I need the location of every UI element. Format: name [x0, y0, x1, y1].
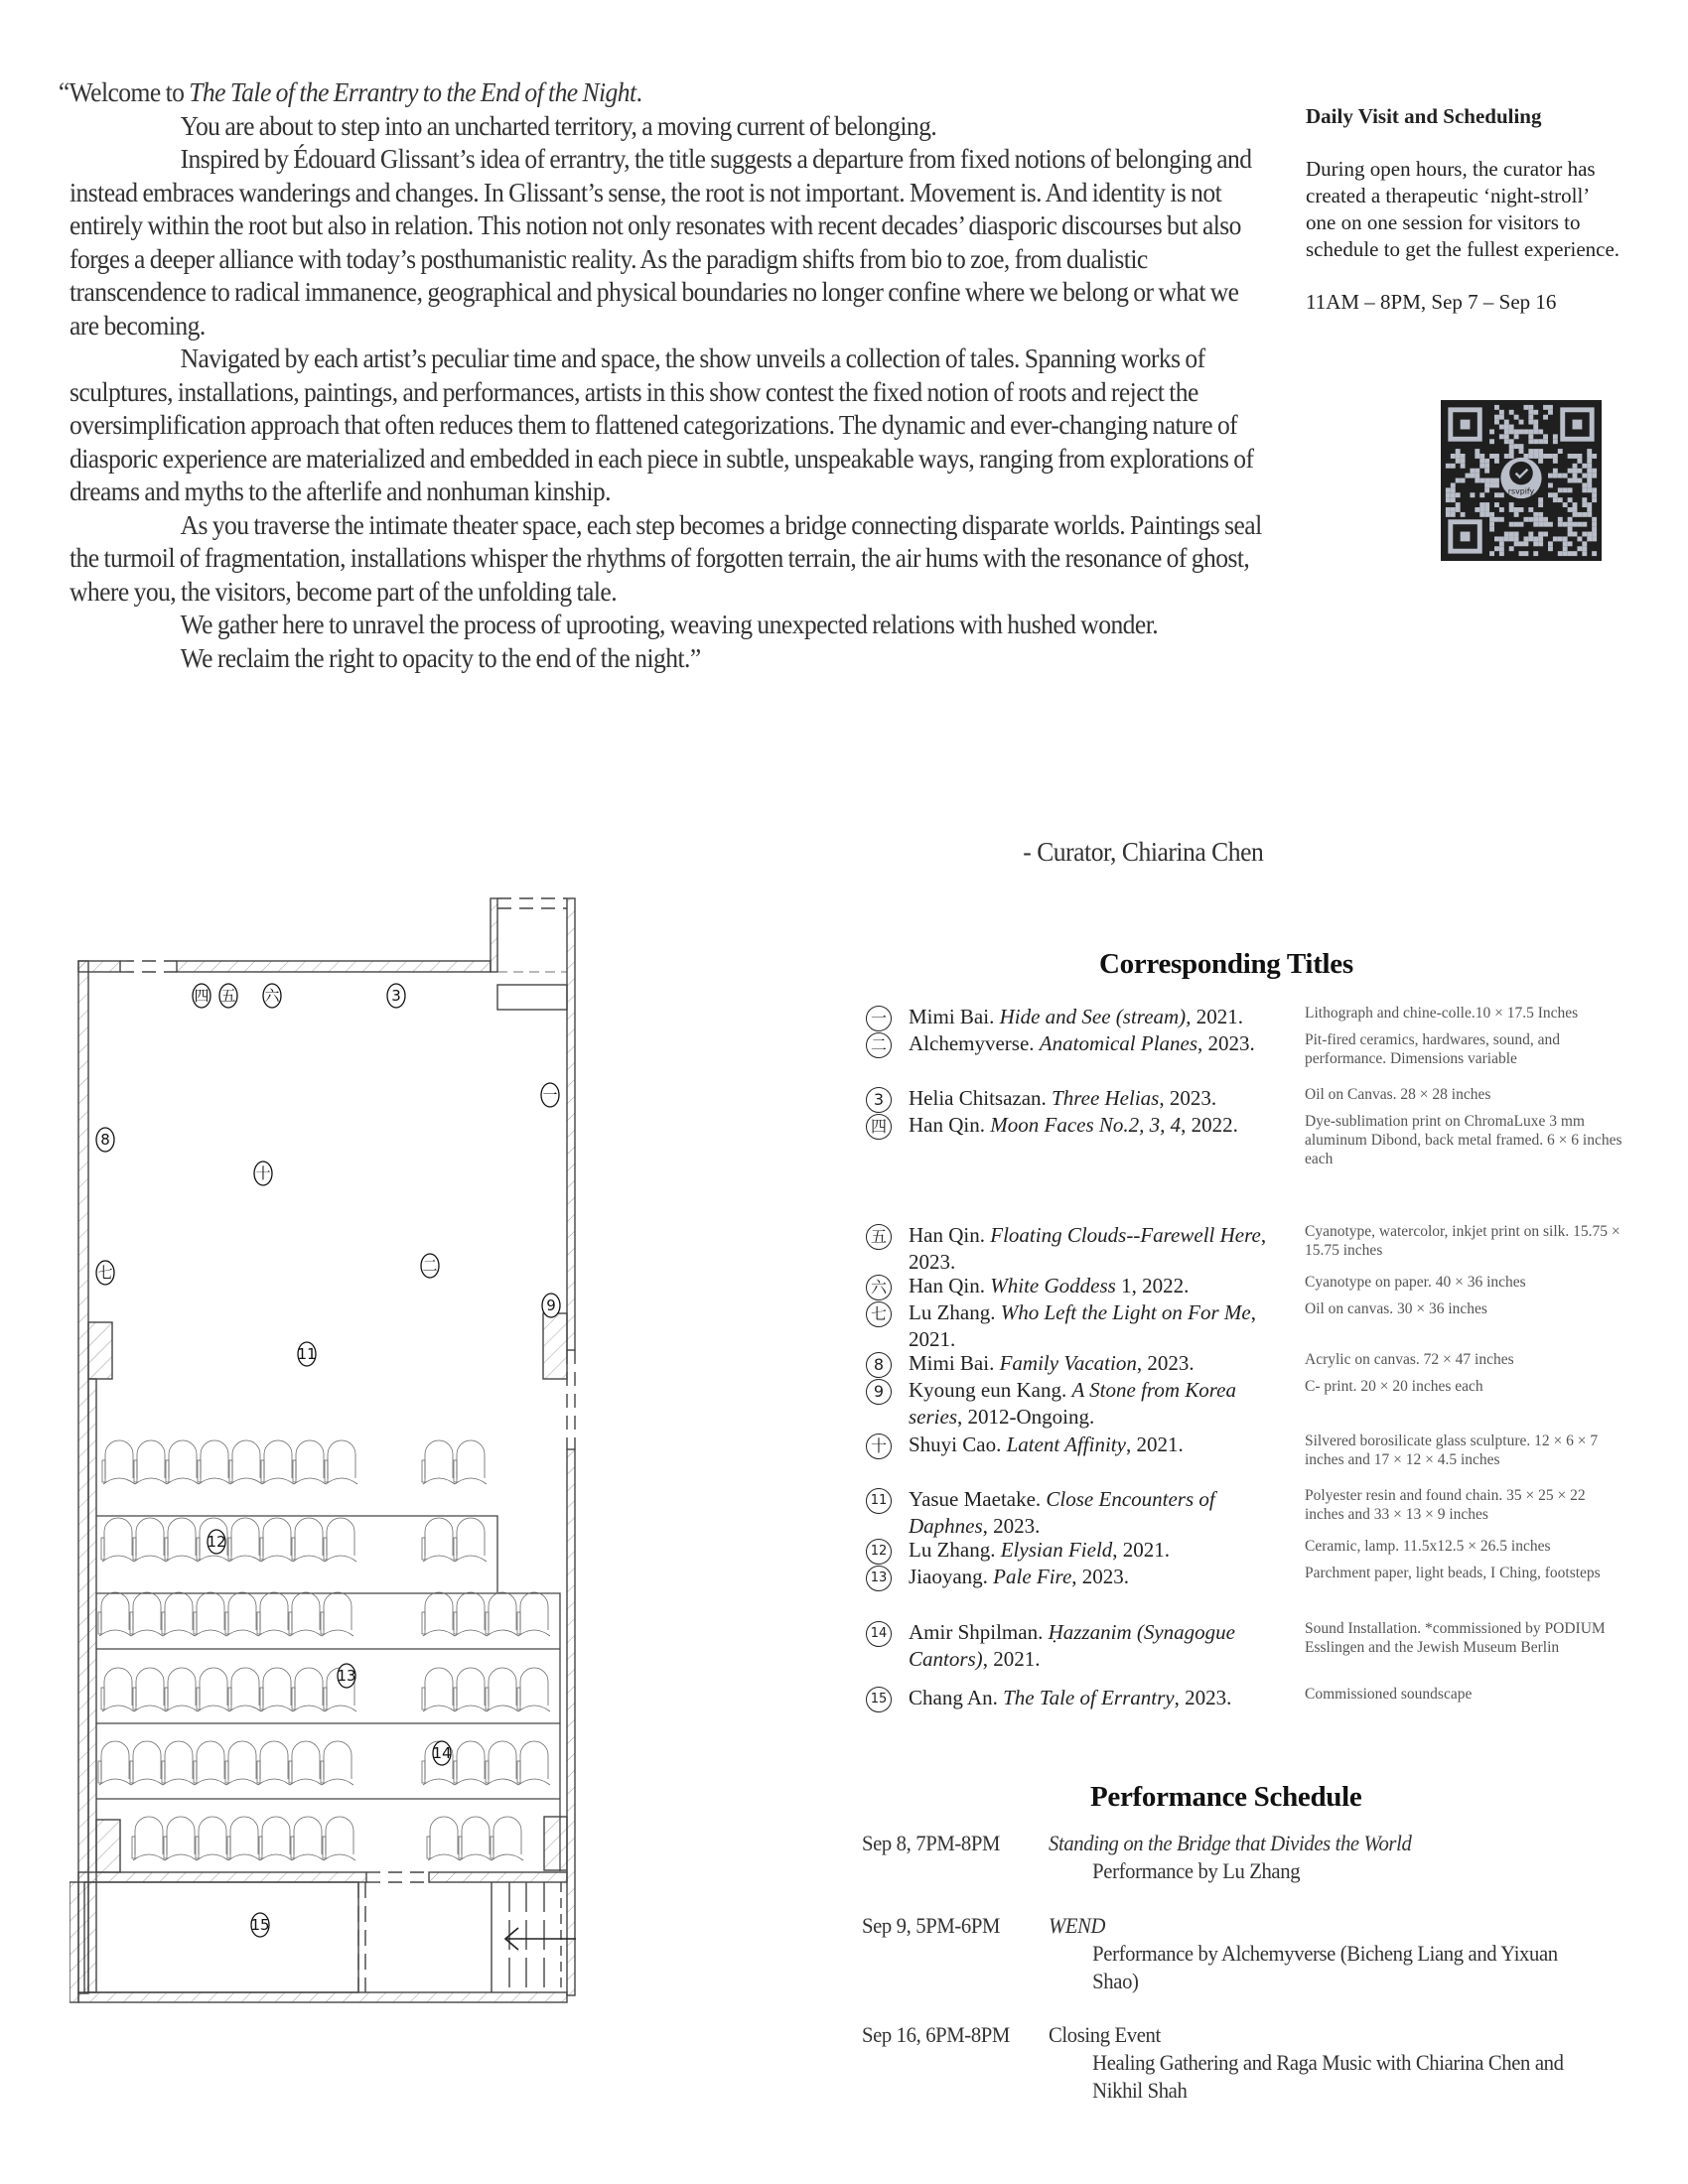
seat — [425, 1592, 453, 1630]
marker-label: 六 — [264, 987, 280, 1005]
work-title: Moon Faces No.2, 3, 4 — [990, 1113, 1182, 1137]
work-label — [909, 1222, 1291, 1276]
artwork-marker[interactable] — [421, 1254, 439, 1278]
seat — [136, 1668, 164, 1706]
marker-label: 11 — [297, 1345, 317, 1363]
work-label — [909, 1273, 1291, 1299]
event-description: Performance by Lu Zhang — [1092, 1858, 1301, 1883]
work-marker: 8 — [866, 1352, 892, 1378]
check-icon — [1509, 462, 1533, 485]
seat — [231, 1518, 259, 1556]
marker-label: 8 — [100, 1131, 110, 1149]
theater-seats — [98, 1440, 550, 1860]
artwork-marker[interactable] — [96, 1261, 114, 1285]
essay-paragraph: As you traverse the intimate theater space, each step becomes a bridge connecting disparate worlds. Paintings seal the turmoil of fragmentation, installations whisper the rhythms of forgotten terrain, the air hums with the resonance of ghost, where you, the visitors, become part of the unfolding tale. — [70, 508, 1262, 607]
seat — [105, 1440, 133, 1478]
work-artist: Lu Zhang. — [909, 1538, 1001, 1562]
essay-paragraph: We gather here to unravel the process of uprooting, weaving unexpected relations with hushed wonder. — [180, 609, 1159, 639]
event-title: Standing on the Bridge that Divides the World — [1049, 1831, 1412, 1855]
seat — [489, 1668, 516, 1706]
marker-label: 七 — [97, 1264, 113, 1282]
seat — [292, 1592, 320, 1630]
work-title: Who Left the Light on For Me — [1000, 1300, 1251, 1324]
work-label — [909, 1537, 1291, 1564]
work-title: Hide and See (stream) — [999, 1005, 1187, 1028]
event-date: Sep 8, 7PM-8PM — [862, 1831, 1000, 1855]
work-year: , 2023. — [982, 1514, 1041, 1538]
work-year: , 2021. — [982, 1647, 1041, 1671]
work-medium: Cyanotype on paper. 40 × 36 inches — [1305, 1274, 1526, 1291]
seat — [230, 1817, 258, 1854]
seat — [425, 1668, 453, 1706]
work-title: Three Helias — [1052, 1086, 1160, 1110]
work-label — [909, 1377, 1291, 1431]
marker-label: 12 — [207, 1533, 226, 1551]
seat — [165, 1741, 193, 1779]
artwork-marker[interactable] — [219, 984, 237, 1008]
work-artist: Alchemyverse. — [909, 1031, 1040, 1055]
work-year: , 2022. — [1181, 1113, 1238, 1137]
seat — [101, 1592, 129, 1630]
open-hours: 11AM – 8PM, Sep 7 – Sep 16 — [1306, 290, 1557, 314]
work-year: , 2023. — [1197, 1031, 1255, 1055]
seat — [137, 1440, 165, 1478]
seat — [295, 1518, 323, 1556]
seat — [462, 1817, 490, 1854]
work-marker: 六 — [866, 1275, 892, 1300]
seat — [260, 1592, 288, 1630]
seat — [425, 1440, 453, 1478]
event-title: Closing Event — [1049, 2022, 1161, 2047]
seat — [165, 1592, 193, 1630]
work-marker: 14 — [866, 1621, 892, 1647]
seat — [262, 1817, 290, 1854]
seat — [260, 1741, 288, 1779]
work-year: , 2021. — [909, 1300, 1256, 1351]
seat — [228, 1592, 256, 1630]
work-medium: Silvered borosilicate glass sculpture. 12 × 6 × 7 inches and 17 × 12 × 4.5 inches — [1305, 1433, 1599, 1468]
seat — [168, 1518, 196, 1556]
seat — [324, 1741, 352, 1779]
work-title: A Stone from Korea series — [909, 1378, 1236, 1429]
schedule-heading: Performance Schedule — [1090, 1781, 1362, 1813]
seat — [133, 1592, 161, 1630]
marker-label: 9 — [546, 1297, 556, 1314]
work-artist: Mimi Bai. — [909, 1351, 1000, 1375]
seat — [201, 1440, 228, 1478]
event-title: WEND — [1049, 1913, 1106, 1938]
artwork-marker[interactable] — [542, 1294, 560, 1317]
marker-label: 十 — [255, 1164, 271, 1182]
curatorial-essay — [58, 75, 1270, 674]
seat — [104, 1518, 132, 1556]
seat — [197, 1741, 224, 1779]
titles-heading: Corresponding Titles — [1099, 948, 1353, 980]
artwork-marker[interactable] — [297, 1342, 316, 1366]
work-title: Latent Affinity — [1006, 1433, 1126, 1456]
walls — [70, 898, 575, 2002]
seating-tiers — [96, 1516, 560, 1871]
work-label — [909, 1030, 1291, 1057]
work-marker: 9 — [866, 1379, 892, 1405]
marker-label: 3 — [391, 987, 401, 1005]
work-year: , 2023. — [1174, 1686, 1232, 1709]
marker-label: 13 — [337, 1667, 356, 1685]
work-title: Elysian Field — [1000, 1538, 1113, 1562]
artwork-marker[interactable] — [250, 1913, 269, 1937]
seat — [493, 1817, 521, 1854]
seat — [231, 1668, 259, 1706]
work-label — [909, 1350, 1291, 1377]
work-title: Ḥazzanim (Synagogue Cantors) — [909, 1620, 1235, 1671]
work-artist: Amir Shpilman. — [909, 1620, 1049, 1644]
work-label — [909, 1685, 1291, 1711]
seat — [294, 1817, 322, 1854]
artwork-marker[interactable] — [96, 1128, 114, 1152]
marker-label: 五 — [220, 987, 236, 1005]
work-label — [909, 1564, 1291, 1590]
seat — [326, 1817, 353, 1854]
work-marker: 12 — [866, 1539, 892, 1565]
seat — [425, 1518, 453, 1556]
marker-label: 二 — [422, 1257, 438, 1275]
artwork-marker[interactable] — [254, 1161, 272, 1185]
artwork-marker[interactable] — [541, 1083, 559, 1107]
work-marker: 十 — [866, 1433, 892, 1459]
work-medium: Sound Installation. *commissioned by PODIUM Esslingen and the Jewish Museum Berlin — [1305, 1620, 1606, 1656]
seat — [295, 1668, 323, 1706]
marker-label: 15 — [250, 1916, 270, 1934]
seat — [327, 1518, 354, 1556]
seat — [197, 1592, 224, 1630]
marker-label: 14 — [432, 1744, 452, 1762]
work-label — [909, 1486, 1291, 1540]
exhibition-title: The Tale of the Errantry to the End of the Night — [189, 76, 636, 107]
seat — [324, 1592, 352, 1630]
seat — [430, 1817, 458, 1854]
essay-paragraph: You are about to step into an uncharted territory, a moving current of belonging. — [180, 109, 937, 141]
work-marker: 四 — [866, 1114, 892, 1140]
work-marker: 五 — [866, 1224, 892, 1250]
work-medium: Oil on canvas. 30 × 36 inches — [1305, 1300, 1487, 1317]
essay-opening: “Welcome to The Tale of the Errantry to the End of the Night. — [58, 76, 642, 107]
work-artist: Jiaoyang. — [909, 1565, 994, 1588]
essay-paragraph: Inspired by Édouard Glissant’s idea of errantry, the title suggests a departure from fixed notions of belonging and instead embraces wanderings and changes. In Glissant’s sense, the root is not important. Movement is. And identity is not entirely within the root but also in relation. This notion not only resonates with recent decades’ diasporic discourses but also forges a deeper alliance with today’s posthumanistic reality. As the paradigm shifts from bio to zoe, from dualistic transcendence to radical immanence, geographical and physical boundaries no longer confine where we belong or what we are becoming. — [70, 143, 1252, 341]
work-artist: Han Qin. — [909, 1113, 991, 1137]
seat — [232, 1440, 260, 1478]
seat — [135, 1817, 163, 1854]
seat — [199, 1817, 226, 1854]
work-medium: Parchment paper, light beads, I Ching, footsteps — [1305, 1565, 1601, 1581]
visit-info-heading: Daily Visit and Scheduling — [1306, 104, 1542, 128]
work-label — [909, 1299, 1291, 1353]
seat — [167, 1817, 195, 1854]
work-artist: Lu Zhang. — [909, 1300, 1001, 1324]
work-marker: 一 — [866, 1006, 892, 1031]
work-title: Floating Clouds--Farewell Here — [990, 1223, 1261, 1247]
work-year: , 2012-Ongoing. — [957, 1405, 1095, 1429]
work-medium: Commissioned soundscape — [1305, 1686, 1473, 1703]
work-year: , 2021. — [1125, 1433, 1184, 1456]
seat — [489, 1592, 516, 1630]
work-medium: Cyanotype, watercolor, inkjet print on silk. 15.75 × 15.75 inches — [1305, 1223, 1620, 1259]
work-label — [909, 1619, 1291, 1673]
work-year: 1, 2022. — [1115, 1274, 1190, 1297]
work-medium: Dye-sublimation print on ChromaLuxe 3 mm aluminum Dibond, back metal framed. 6 × 6 inches each — [1305, 1113, 1622, 1167]
seat — [133, 1741, 161, 1779]
artwork-marker[interactable] — [337, 1664, 355, 1688]
essay-paragraph: Navigated by each artist’s peculiar time and space, the show unveils a collection of tales. Spanning works of sculptures, installations, paintings, and performances, artists in this show contest the fixed notion of roots and reject the oversimplification approach that often reduces them to flattened categorizations. The dynamic and ever-changing nature of diasporic experience are materialized and embedded in each piece in subtle, unspeakable ways, ranging from explorations of dreams and myths to the afterlife and nonhuman kinship. — [70, 342, 1254, 506]
work-medium: Pit-fired ceramics, hardwares, sound, and performance. Dimensions variable — [1305, 1031, 1560, 1067]
rsvp-qr-code[interactable] — [1441, 400, 1602, 561]
seat — [228, 1741, 256, 1779]
seat — [264, 1440, 292, 1478]
work-year: , 2021. — [1112, 1538, 1171, 1562]
work-medium: Acrylic on canvas. 72 × 47 inches — [1305, 1351, 1514, 1368]
seat — [520, 1592, 548, 1630]
seat — [169, 1440, 197, 1478]
work-marker: 11 — [866, 1488, 892, 1514]
entrance-arrow-icon — [505, 1928, 576, 1950]
marker-label: 四 — [194, 987, 210, 1005]
floor-plan — [70, 893, 824, 2115]
seat — [489, 1741, 516, 1779]
work-marker: 七 — [866, 1301, 892, 1327]
work-medium: Polyester resin and found chain. 35 × 25 × 22 inches and 33 × 13 × 9 inches — [1305, 1487, 1586, 1523]
essay-paragraph: We reclaim the right to opacity to the end of the night.” — [180, 641, 701, 673]
work-medium: Ceramic, lamp. 11.5x12.5 × 26.5 inches — [1305, 1538, 1551, 1555]
artwork-marker[interactable] — [193, 984, 211, 1008]
work-marker: 13 — [866, 1566, 892, 1591]
event-date: Sep 9, 5PM-6PM — [862, 1913, 1000, 1938]
seat — [328, 1440, 355, 1478]
seat — [457, 1518, 485, 1556]
artwork-marker[interactable] — [263, 984, 281, 1008]
artwork-marker[interactable] — [207, 1530, 225, 1554]
marker-label: 一 — [542, 1086, 558, 1104]
work-artist: Helia Chitsazan. — [909, 1086, 1053, 1110]
work-year: , 2021. — [1186, 1005, 1243, 1028]
work-title: Pale Fire — [993, 1565, 1072, 1588]
visit-info-panel — [1306, 103, 1623, 341]
seat — [457, 1741, 485, 1779]
seat — [457, 1592, 485, 1630]
visit-info-body: During open hours, the curator has created a therapeutic ‘night-stroll’ one on one session for visitors to schedule to get the fullest experience. — [1306, 157, 1620, 261]
event-description: Performance by Alchemyverse (Bicheng Liang and Yixuan Shao) — [1092, 1941, 1558, 1993]
seat — [520, 1741, 548, 1779]
artwork-marker[interactable] — [387, 984, 405, 1008]
work-artist: Chang An. — [909, 1686, 1004, 1709]
work-artist: Han Qin. — [909, 1274, 991, 1297]
seat — [136, 1518, 164, 1556]
seat — [168, 1668, 196, 1706]
work-title: The Tale of Errantry — [1003, 1686, 1175, 1709]
work-artist: Shuyi Cao. — [909, 1433, 1007, 1456]
seat — [457, 1668, 485, 1706]
work-marker: 15 — [866, 1687, 892, 1712]
seat — [263, 1518, 291, 1556]
work-medium: C- print. 20 × 20 inches each — [1305, 1378, 1483, 1395]
work-title: Family Vacation — [999, 1351, 1137, 1375]
work-marker: 3 — [866, 1087, 892, 1113]
seat — [292, 1741, 320, 1779]
work-medium: Oil on Canvas. 28 × 28 inches — [1305, 1086, 1491, 1103]
work-year: , 2023. — [1071, 1565, 1130, 1588]
work-artist: Yasue Maetake. — [909, 1487, 1047, 1511]
curator-signature: - Curator, Chiarina Chen — [1022, 836, 1263, 867]
seat — [263, 1668, 291, 1706]
work-label — [909, 1112, 1291, 1139]
work-artist: Mimi Bai. — [909, 1005, 1000, 1028]
qr-brand-label: rsvpify — [1507, 486, 1535, 496]
work-marker: 二 — [866, 1032, 892, 1058]
seat — [200, 1668, 227, 1706]
seat — [520, 1668, 548, 1706]
work-year: , 2023. — [909, 1223, 1267, 1274]
work-title: Anatomical Planes — [1039, 1031, 1198, 1055]
seat — [101, 1741, 129, 1779]
work-label — [909, 1004, 1291, 1030]
seat — [296, 1440, 324, 1478]
event-description: Healing Gathering and Raga Music with Chiarina Chen and Nikhil Shah — [1092, 2050, 1564, 2103]
artwork-marker[interactable] — [432, 1741, 451, 1765]
work-title: Close Encounters of Daphnes — [909, 1487, 1215, 1538]
work-label — [909, 1432, 1291, 1458]
work-label — [909, 1085, 1291, 1112]
work-medium: Lithograph and chine-colle.10 × 17.5 Inches — [1305, 1005, 1579, 1022]
work-year: , 2023. — [1136, 1351, 1195, 1375]
event-date: Sep 16, 6PM-8PM — [862, 2022, 1010, 2047]
seat — [104, 1668, 132, 1706]
work-artist: Kyoung eun Kang. — [909, 1378, 1072, 1402]
seat — [457, 1440, 485, 1478]
work-title: White Goddess — [990, 1274, 1116, 1297]
work-year: , 2023. — [1159, 1086, 1217, 1110]
work-artist: Han Qin. — [909, 1223, 991, 1247]
